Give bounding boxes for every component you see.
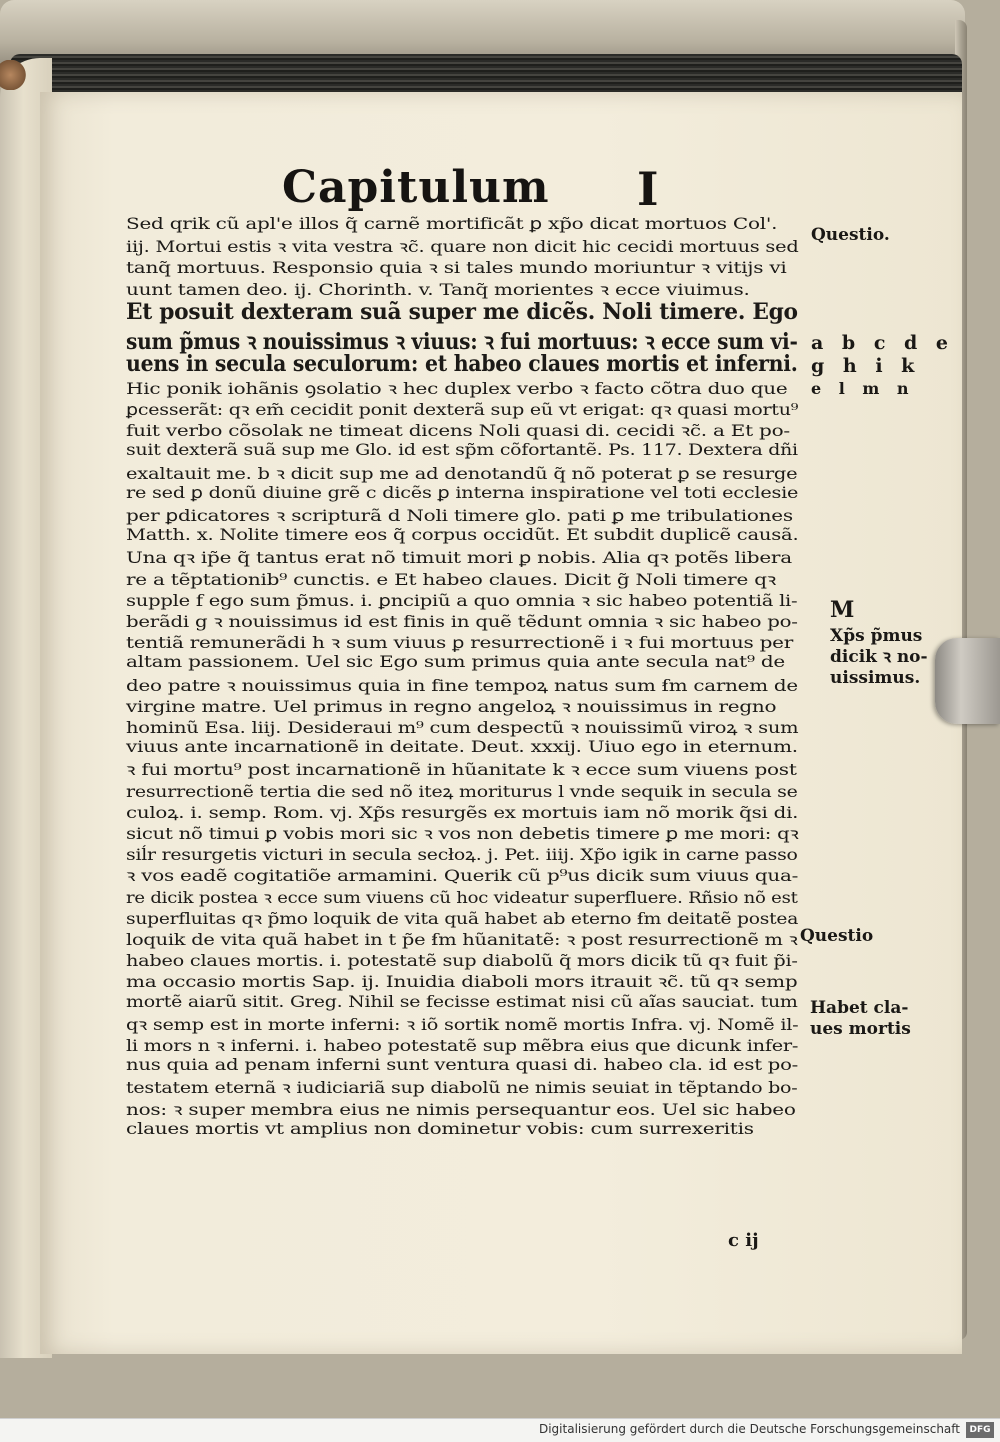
margin-letters-row2: g h i k bbox=[811, 355, 921, 377]
body-line: mortẽ aiarũ sitit. Greg. Nihil se fecisse estimat nisi cũ aĩas sauciat. tum bbox=[126, 991, 798, 1011]
margin-letters-row1: a b c d e bbox=[811, 332, 954, 354]
body-line: re sed ꝑ donũ diuine grẽ c dicẽs ꝑ interna inspiratione vel toti ecclesie bbox=[126, 482, 799, 502]
body-line: nos: ꝛ super membra eius ne nimis persequantur eos. Uel sic habeo bbox=[126, 1099, 796, 1119]
body-line: berãdi g ꝛ nouissimus id est finis in quẽ tẽdunt omnia ꝛ sic habeo po- bbox=[126, 612, 798, 631]
body-line: fuit verbo cõsolak ne timeat dicens Noli quasi di. cecidi ꝛc̃. a Et po- bbox=[126, 421, 790, 441]
body-line: superfluitas qꝛ p̃mo loquik de vita quã habet ab eterno ẜm deitatẽ postea bbox=[126, 908, 799, 928]
margin-nota-1: M bbox=[830, 597, 855, 623]
body-line: re a tẽptationib⁹ cunctis. e Et habeo claues. Dicit g̃ Noli timere qꝛ bbox=[126, 569, 776, 589]
body-line: ꝛ fui mortu⁹ post incarnationẽ in hũanitate k ꝛ ecce sum viuens post bbox=[126, 760, 797, 780]
margin-letters-row3: e l m n bbox=[811, 379, 915, 398]
chapter-number: I bbox=[637, 162, 659, 216]
body-line: virgine matre. Uel primus in regno angeloꝝ ꝛ nouissimus in regno bbox=[126, 696, 777, 716]
body-line: per ꝑdicatores ꝛ scripturã d Noli timere glo. pati ꝑ me tribulationes bbox=[126, 506, 793, 525]
body-line: uunt tamen deo. ij. Chorinth. v. Tanq̃ morientes ꝛ ecce viuimus. bbox=[126, 279, 750, 299]
body-line: Una qꝛ ip̃e q̃ tantus erat nõ timuit mori ꝑ nobis. Alia qꝛ potẽs libera bbox=[126, 548, 792, 568]
body-line: altam passionem. Uel sic Ego sum primus quia ante secula nat⁹ de bbox=[126, 652, 785, 672]
body-line: supple f ego sum p̃mus. i. ꝑncipiũ a quo omnia ꝛ sic habeo potentiã li- bbox=[126, 590, 798, 610]
footer-bar bbox=[0, 1418, 1000, 1442]
margin-nota-2: Xp̃s p̃mus bbox=[830, 626, 923, 646]
page-clip bbox=[935, 638, 1000, 724]
margin-questio-1: Questio. bbox=[811, 225, 890, 245]
body-line: uens in secula seculorum: et habeo claues mortis et inferni. bbox=[126, 350, 798, 377]
book-page bbox=[40, 92, 962, 1354]
body-line: testatem eternã ꝛ iudiciariã sup diabolũ ne nimis seuiat in tẽptando bo- bbox=[126, 1078, 798, 1098]
body-line: ma occasio mortis Sap. ij. Inuidia diaboli mors itrauit ꝛc̃. tũ qꝛ semp bbox=[126, 972, 798, 992]
body-line: loquik de vita quã habet in t p̃e ẜm hũanitatẽ: ꝛ post resurrectionẽ m ꝛ bbox=[126, 930, 798, 949]
body-line: Matth. x. Nolite timere eos q̃ corpus occidũt. Et subdit duplicẽ causã. bbox=[126, 525, 799, 545]
body-line: sicut nõ timui ꝑ vobis mori sic ꝛ vos non debetis timere ꝑ me mori: qꝛ bbox=[126, 824, 799, 843]
body-line: li mors n ꝛ inferni. i. habeo potestatẽ sup mẽbra eius que dicunk infer- bbox=[126, 1036, 799, 1055]
body-line: iij. Mortui estis ꝛ vita vestra ꝛc̃. quare non dicit hic cecidi mortuus sed bbox=[126, 237, 799, 257]
margin-questio-2: Questio bbox=[800, 926, 874, 946]
body-line: ꝛ vos eadẽ cogitatiõe armamini. Querik cũ p⁹us dicik sum viuus qua- bbox=[126, 866, 799, 886]
body-line: deo patre ꝛ nouissimus quia in fine tempoꝝ natus sum ẜm carnem de bbox=[126, 675, 798, 695]
body-line: claues mortis vt amplius non dominetur vobis: cum surrexeritis bbox=[126, 1118, 754, 1138]
body-line: ꝑcesserãt: qꝛ em̃ cecidit ponit dexterã sup eũ vt erigat: qꝛ quasi mortu⁹ bbox=[126, 400, 799, 419]
body-line: nus quia ad penam inferni sunt ventura quasi di. habeo cla. id est po- bbox=[126, 1055, 799, 1075]
funding-credit: Digitalisierung gefördert durch die Deutsche Forschungsgemeinschaft bbox=[538, 1422, 960, 1436]
body-line: culoꝝ. i. semp. Rom. vj. Xp̃s resurgẽs ex mortuis iam nõ morik q̃si di. bbox=[126, 802, 799, 822]
body-line: exaltauit me. b ꝛ dicit sup me ad denotandũ q̃ nõ poterat ꝑ se resurge bbox=[126, 463, 798, 483]
body-line: re dicik postea ꝛ ecce sum viuens cũ hoc videatur superfluere. Rñsio nõ est bbox=[126, 887, 798, 907]
body-line: tanq̃ mortuus. Responsio quia ꝛ si tales mundo moriuntur ꝛ vitijs vi bbox=[126, 258, 787, 278]
body-line: Et posuit dexteram suã super me dicẽs. Noli timere. Ego bbox=[126, 298, 798, 325]
body-line: Sed qrik cũ apl'e illos q̃ carnẽ mortificãt ꝑ xp̃o dicat mortuos Col'. bbox=[126, 214, 778, 233]
body-line: Hic ponik iohãnis ꝯsolatio ꝛ hec duplex verbo ꝛ facto cõtra duo que bbox=[126, 378, 788, 398]
body-line: suit dexterã suã sup me Glo. id est sp̃m cõfortantẽ. Ps. 117. Dextera dñi bbox=[126, 440, 798, 460]
dfg-logo: DFG bbox=[966, 1422, 994, 1438]
body-line: sum p̃mus ꝛ nouissimus ꝛ viuus: ꝛ fui mortuus: ꝛ ecce sum vi- bbox=[126, 328, 798, 355]
margin-habet-1: Habet cla- bbox=[810, 998, 909, 1018]
body-line: siĺr resurgetis victuri in secula secłoꝝ. j. Pet. iiij. Xp̃o igik in carne passo bbox=[126, 845, 798, 865]
margin-nota-4: uissimus. bbox=[830, 668, 921, 688]
margin-habet-2: ues mortis bbox=[810, 1019, 911, 1039]
margin-nota-3: dicik ꝛ no- bbox=[830, 647, 928, 667]
signature-mark: c ij bbox=[728, 1230, 759, 1251]
chapter-title: Capitulum bbox=[282, 162, 550, 213]
body-line: resurrectionẽ tertia die sed nõ iteꝝ moriturus l vnde sequik in secula se bbox=[126, 781, 798, 801]
body-line: qꝛ semp est in morte inferni: ꝛ iõ sortik nomẽ mortis Infra. vj. Nomẽ il- bbox=[126, 1014, 799, 1034]
binding-mark bbox=[0, 60, 26, 90]
body-line: tentiã remunerãdi h ꝛ sum viuus ꝑ resurrectionẽ i ꝛ fui mortuus per bbox=[126, 633, 794, 653]
body-line: viuus ante incarnationẽ in deitate. Deut. xxxij. Uiuo ego in eternum. bbox=[126, 737, 798, 757]
body-line: habeo claues mortis. i. potestatẽ sup diabolũ q̃ mors dicik tũ qꝛ fuit p̃i- bbox=[126, 951, 798, 971]
body-line: hominũ Esa. liij. Desideraui m⁹ cum despectũ ꝛ nouissimũ viroꝝ ꝛ sum bbox=[126, 718, 799, 737]
